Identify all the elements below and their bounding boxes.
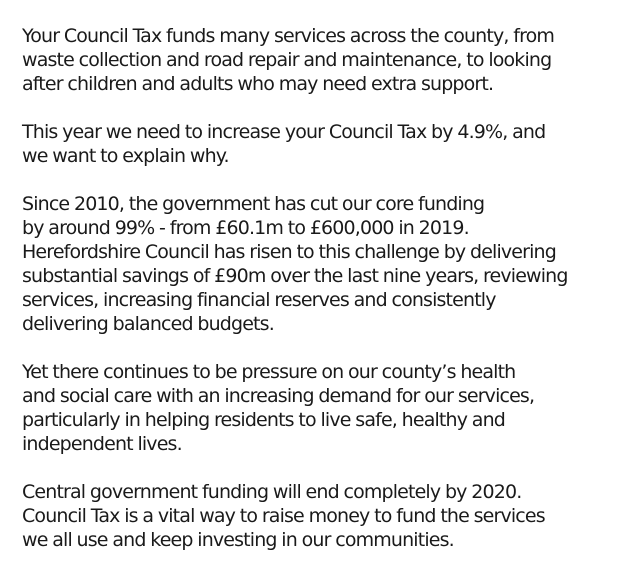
text-line: Central government funding will end completely by 2020. <box>22 481 522 503</box>
paragraph-funding-cuts <box>22 192 632 336</box>
text-line: Your Council Tax funds many services across the county, from <box>22 25 555 47</box>
text-line: we all use and keep investing in our communities. <box>22 529 454 551</box>
text-line: services, increasing financial reserves and consistently <box>22 289 496 311</box>
text-line: substantial savings of £90m over the last nine years, reviewing <box>22 265 568 287</box>
text-line: Yet there continues to be pressure on our county’s health <box>22 361 516 383</box>
text-line: waste collection and road repair and maintenance, to looking <box>22 49 552 71</box>
text-line: by around 99% - from £60.1m to £600,000 in 2019. <box>22 217 469 239</box>
paragraph-care-pressure <box>22 360 632 456</box>
text-line: and social care with an increasing demand for our services, <box>22 385 535 407</box>
council-tax-explanation <box>22 24 632 576</box>
text-line: Council Tax is a vital way to raise money to fund the services <box>22 505 545 527</box>
paragraph-government-funding-end <box>22 480 632 552</box>
text-line: after children and adults who may need extra support. <box>22 73 494 95</box>
paragraph-services-funded <box>22 24 632 96</box>
text-line: delivering balanced budgets. <box>22 313 274 335</box>
text-line: Since 2010, the government has cut our core funding <box>22 193 485 215</box>
text-line: This year we need to increase your Council Tax by 4.9%, and <box>22 121 546 143</box>
text-line: Herefordshire Council has risen to this challenge by delivering <box>22 241 556 263</box>
text-line: particularly in helping residents to live safe, healthy and <box>22 409 505 431</box>
text-line: independent lives. <box>22 433 182 455</box>
text-line: we want to explain why. <box>22 145 229 167</box>
paragraph-tax-increase <box>22 120 632 168</box>
